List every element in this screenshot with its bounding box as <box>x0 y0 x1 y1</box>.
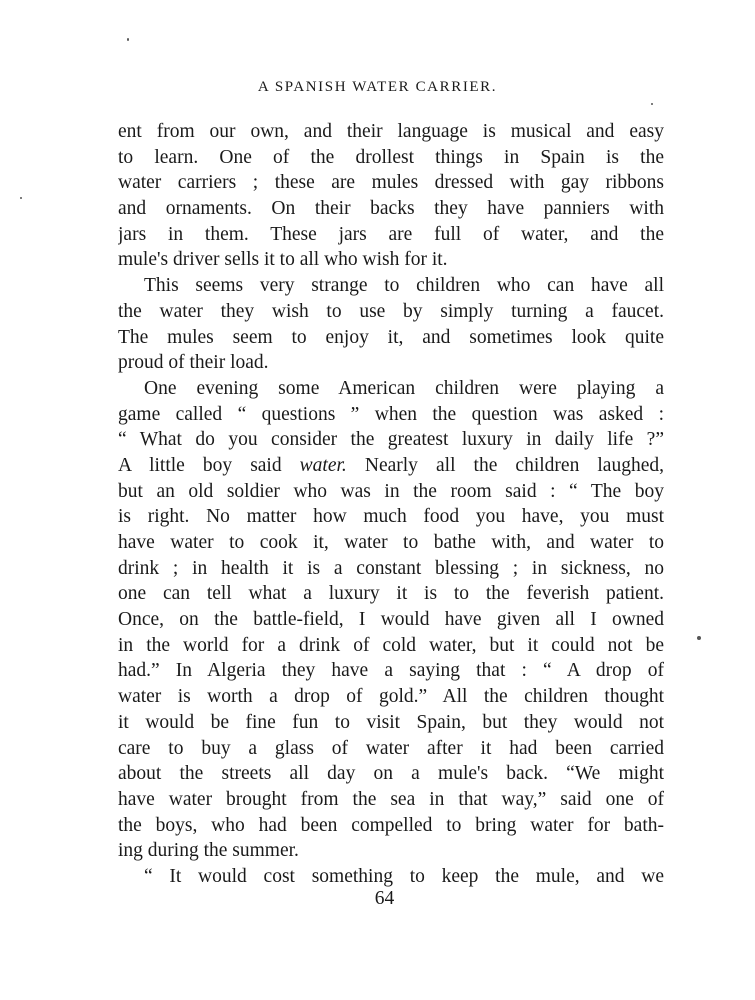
print-speck <box>697 636 701 640</box>
text-line: drink ; in health it is a constant blessing ; in sickness, no <box>118 557 664 579</box>
line-start: A little boy said <box>118 454 300 476</box>
text-line: Once, on the battle-field, I would have given all I owned <box>118 609 664 631</box>
text-line: “ It would cost something to keep the mule, and we <box>144 865 664 887</box>
text-line: have water brought from the sea in that way,” said one of <box>118 788 664 810</box>
line-tail: Nearly all the children laughed, <box>346 454 664 476</box>
body-text <box>118 119 664 890</box>
text-line: The mules seem to enjoy it, and sometimes look quite <box>118 326 664 348</box>
text-line: is right. No matter how much food you have, you must <box>118 506 664 528</box>
text-line: ing during the summer. <box>118 840 299 862</box>
running-head: A SPANISH WATER CARRIER. <box>257 79 498 95</box>
text-line: “ What do you consider the greatest luxury in daily life ?” <box>118 429 664 451</box>
text-line: but an old soldier who was in the room said : “ The boy <box>118 480 664 502</box>
text-line-with-italic <box>118 453 664 479</box>
text-line: water is worth a drop of gold.” All the children thought <box>118 686 664 708</box>
print-speck <box>651 103 653 105</box>
text-line: in the world for a drink of cold water, but it could not be <box>118 634 664 656</box>
italic-word: water. <box>299 454 347 476</box>
text-line: care to buy a glass of water after it had been carried <box>118 737 664 759</box>
print-speck <box>20 197 22 199</box>
text-line: water carriers ; these are mules dressed with gay ribbons <box>118 172 664 194</box>
text-line: had.” In Algeria they have a saying that : “ A drop of <box>118 660 664 682</box>
text-line: One evening some American children were playing a <box>144 377 664 399</box>
text-line: and ornaments. On their backs they have panniers with <box>118 198 664 220</box>
text-line: jars in them. These jars are full of water, and the <box>118 223 664 245</box>
text-line: it would be fine fun to visit Spain, but they would not <box>118 711 664 733</box>
text-line: one can tell what a luxury it is to the feverish patient. <box>118 583 664 605</box>
text-line: the water they wish to use by simply turning a faucet. <box>118 300 664 322</box>
print-speck <box>127 38 129 41</box>
text-line: to learn. One of the drollest things in Spain is the <box>118 146 664 168</box>
text-line: ent from our own, and their language is musical and easy <box>118 121 664 142</box>
text-line: about the streets all day on a mule's back. “We might <box>118 763 664 785</box>
text-line: the boys, who had been compelled to bring water for bath- <box>118 814 664 836</box>
text-line: have water to cook it, water to bathe with, and water to <box>118 532 664 553</box>
text-line: mule's driver sells it to all who wish for it. <box>118 249 448 271</box>
text-line: game called “ questions ” when the question was asked : <box>118 403 664 425</box>
page-number: 64 <box>374 888 395 909</box>
text-line: proud of their load. <box>118 352 269 374</box>
text-line: This seems very strange to children who can have all <box>144 275 664 297</box>
